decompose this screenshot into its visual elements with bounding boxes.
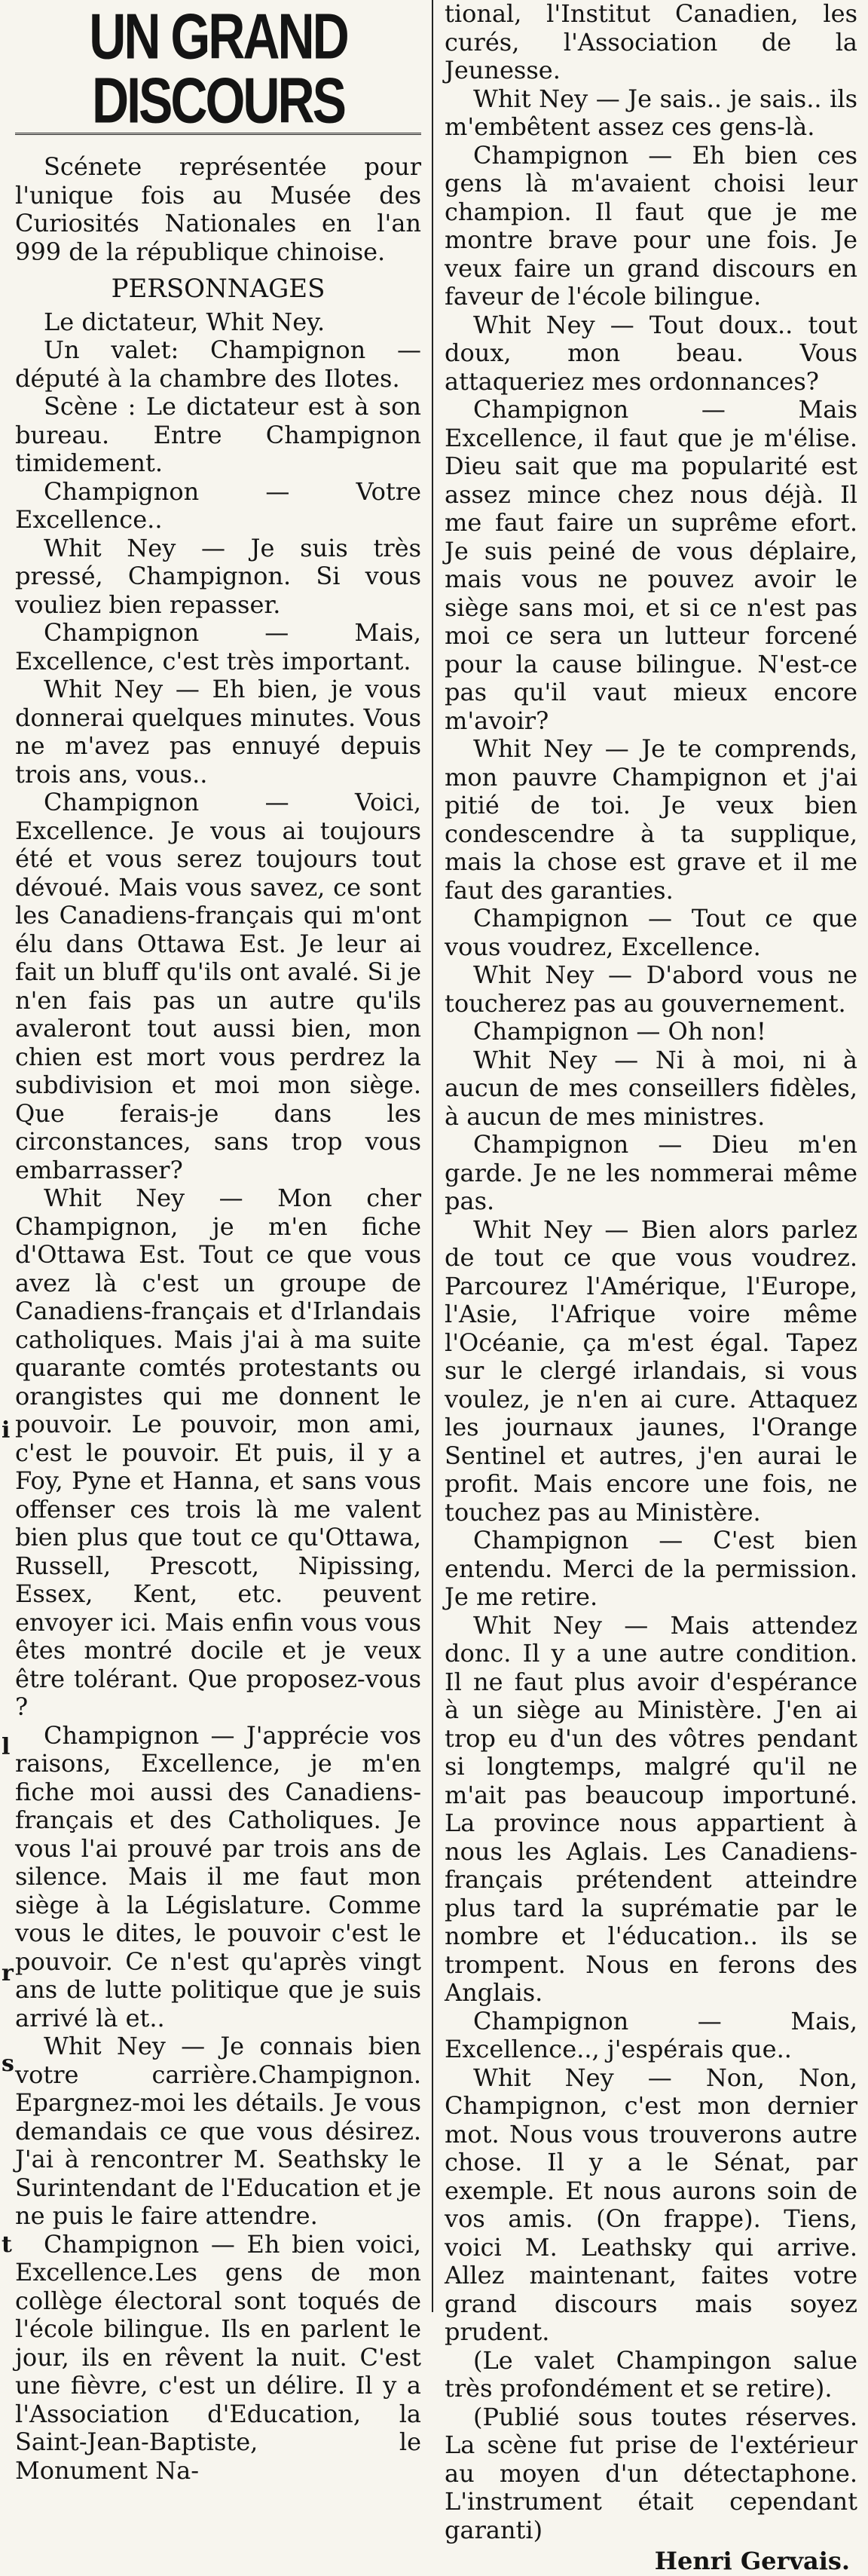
- paragraph: Champignon — Oh non!: [473, 1017, 766, 1046]
- left-edge-fragment: i l r s t: [2, 1417, 14, 2258]
- paragraph: Champignon — Dieu m'en garde. Je ne les nommerai même pas.: [445, 1130, 857, 1215]
- paragraph: Un valet: Champignon — député à la chambre des Ilotes.: [15, 335, 421, 393]
- paragraph: Scène : Le dictateur est à son bureau. Entre Champignon timidement.: [15, 392, 421, 477]
- paragraph: Champignon — Tout ce que vous voudrez, Excellence.: [445, 904, 857, 961]
- paragraph: Whit Ney — Je sais.. je sais.. ils m'embêtent assez ces gens-là.: [445, 84, 857, 141]
- paragraph: Le dictateur, Whit Ney.: [44, 307, 326, 336]
- paragraph: Whit Ney — Non, Non, Champignon, c'est mon dernier mot. Nous vous trouverons autre chose. Il y a le Sénat, par exemple. Et nous aurons soin de vos amis. (On frappe). Tiens, voici M. Leathsky qui arrive. Allez maintenant, faites votre grand discours mais soyez prudent.: [445, 2063, 857, 2346]
- right-column: [445, 0, 857, 2576]
- paragraph: (Publié sous toutes réserves. La scène fut prise de l'extérieur au moyen d'un détectaphone. L'instrument était cependant garanti): [445, 2402, 857, 2544]
- paragraph: Whit Ney — Je suis très pressé, Champignon. Si vous vouliez bien repasser.: [15, 533, 421, 619]
- paragraph: Champignon — Eh bien voici, Excellence.Les gens de mon collège électoral sont toqués de l'école bilingue. Ils en parlent le jour, ils en rêvent la nuit. C'est une fièvre, c'est un délire. Il y a l'Association d'Education, la Saint-Jean-Baptiste, le Monument Na-: [15, 2229, 421, 2485]
- paragraph: Whit Ney — Ni à moi, ni à aucun de mes conseillers fidèles, à aucun de mes ministres.: [445, 1045, 857, 1131]
- paragraph: tional, l'Institut Canadien, les curés, l'Association de la Jeunesse.: [445, 0, 857, 84]
- paragraph: Champignon — Voici, Excellence. Je vous ai toujours été et vous serez toujours tout dévoué. Mais vous savez, ce sont les Canadiens-français qui m'ont élu dans Ottawa Est. Je leur ai fait un bluff qu'ils ont avalé. Si je n'en fais pas un autre qu'ils avaleront tout aussi bien, mon chien est mort vous perdrez la subdivision et moi mon siège. Que ferais-je dans les circonstances, sans trop vous embarrasser?: [15, 788, 421, 1184]
- paragraph: Whit Ney — Mais attendez donc. Il y a une autre condition. Il ne faut plus avoir d'espérance à un siège au Ministère. J'en ai trop eu d'un des vôtres pendant si longtemps, malgré qu'il ne m'ait pas beaucoup importuné. La province nous appartient à nous les Aglais. Les Canadiens-français prétendent atteindre plus tard la suprématie par le nombre et l'éducation.. ils se trompent. Nous en ferons des Anglais.: [445, 1610, 857, 2007]
- paragraph: Whit Ney — Bien alors parlez de tout ce que vous voudrez. Parcourez l'Amérique, l'Europe, l'Asie, l'Afrique voire même l'Océanie, ça m'est égal. Tapez sur le clergé irlandais, si vous voulez, je n'en ai cure. Attaquez les journaux jaunes, l'Orange Sentinel et autres, j'en aurai le profit. Mais encore une fois, ne touchez pas au Ministère.: [445, 1214, 857, 1527]
- paragraph: Whit Ney — Eh bien, je vous donnerai quelques minutes. Vous ne m'avez pas ennuyé depuis trois ans, vous..: [15, 675, 421, 789]
- paragraph: Whit Ney — Mon cher Champignon, je m'en fiche d'Ottawa Est. Tout ce que vous avez là c'est un groupe de Canadiens-français et d'Irlandais catholiques. Mais j'ai à ma suite quarante comtés protestants ou orangistes qui me donnent le pouvoir. Le pouvoir, mon ami, c'est le pouvoir. Et puis, il y a Foy, Pyne et Hanna, et sans vous offenser ces trois là me valent bien plus que tout ce qu'Ottawa, Russell, Prescott, Nipissing, Essex, Kent, etc. peuvent envoyer ici. Mais enfin vous vous êtes montré docile et je veux être tolérant. Que proposez-vous ?: [15, 1184, 421, 1721]
- author-signature: Henri Gervais.: [654, 2547, 850, 2575]
- paragraph: Champignon — Mais, Excellence.., j'espérais que..: [445, 2006, 857, 2063]
- paragraph: Whit Ney — D'abord vous ne toucherez pas au gouvernement.: [445, 960, 857, 1018]
- paragraph: Whit Ney — Tout doux.. tout doux, mon beau. Vous attaqueriez mes ordonnances?: [445, 310, 857, 396]
- paragraph: Champignon — Votre Excellence..: [15, 476, 421, 534]
- paragraph: Champignon — Mais Excellence, il faut que je m'élise. Dieu sait que ma popularité est assez mince chez nous déjà. Il me faut faire un suprême efort. Je suis peiné de vous déplaire, mais vous ne pouvez avoir le siège sans moi, et si ce n'est pas moi ce sera un lutteur forcené pour la cause bilingue. N'est-ce pas qu'il vaut mieux encore m'avoir?: [445, 395, 857, 735]
- intro-paragraph: Scénete représentée pour l'unique fois au Musée des Curiosités Nationales en l'an 999 de la république chinoise.: [15, 152, 421, 266]
- paragraph: (Le valet Champingon salue très profondément et se retire).: [445, 2345, 857, 2403]
- paragraph: Champignon — J'apprécie vos raisons, Excellence, je m'en fiche moi aussi des Canadiens-français et des Catholiques. Je vous l'ai prouvé par trois ans de silence. Mais il me faut mon siège à la Législature. Comme vous le dites, le pouvoir c'est le pouvoir. Ce n'est qu'après vingt ans de lutte politique que je suis arrivé là et..: [15, 1720, 421, 2032]
- paragraph: Champignon — C'est bien entendu. Merci de la permission. Je me retire.: [445, 1526, 857, 1611]
- paragraph: Whit Ney — Je connais bien votre carrière.Champignon. Epargnez-moi les détails. Je vous demandais ce que vous désirez. J'ai à rencontrer M. Seathsky le Surintendant de l'Education et je ne puis le faire attendre.: [15, 2032, 421, 2230]
- paragraph: Whit Ney — Je te comprends, mon pauvre Champignon et j'ai pitié de toi. Je veux bien condescendre à ta supplique, mais la chose est grave et il me faut des garanties.: [445, 734, 857, 905]
- left-column: [15, 0, 433, 2485]
- article-title: UN GRAND DISCOURS: [89, 1, 347, 136]
- paragraph: Champignon — Mais, Excellence, c'est très important.: [15, 618, 421, 675]
- paragraph: Champignon — Eh bien ces gens là m'avaient choisi leur champion. Il faut que je me montre brave pour une fois. Je veux faire un grand discours en faveur de l'école bilingue.: [445, 140, 857, 311]
- personnages-heading: PERSONNAGES: [111, 274, 326, 304]
